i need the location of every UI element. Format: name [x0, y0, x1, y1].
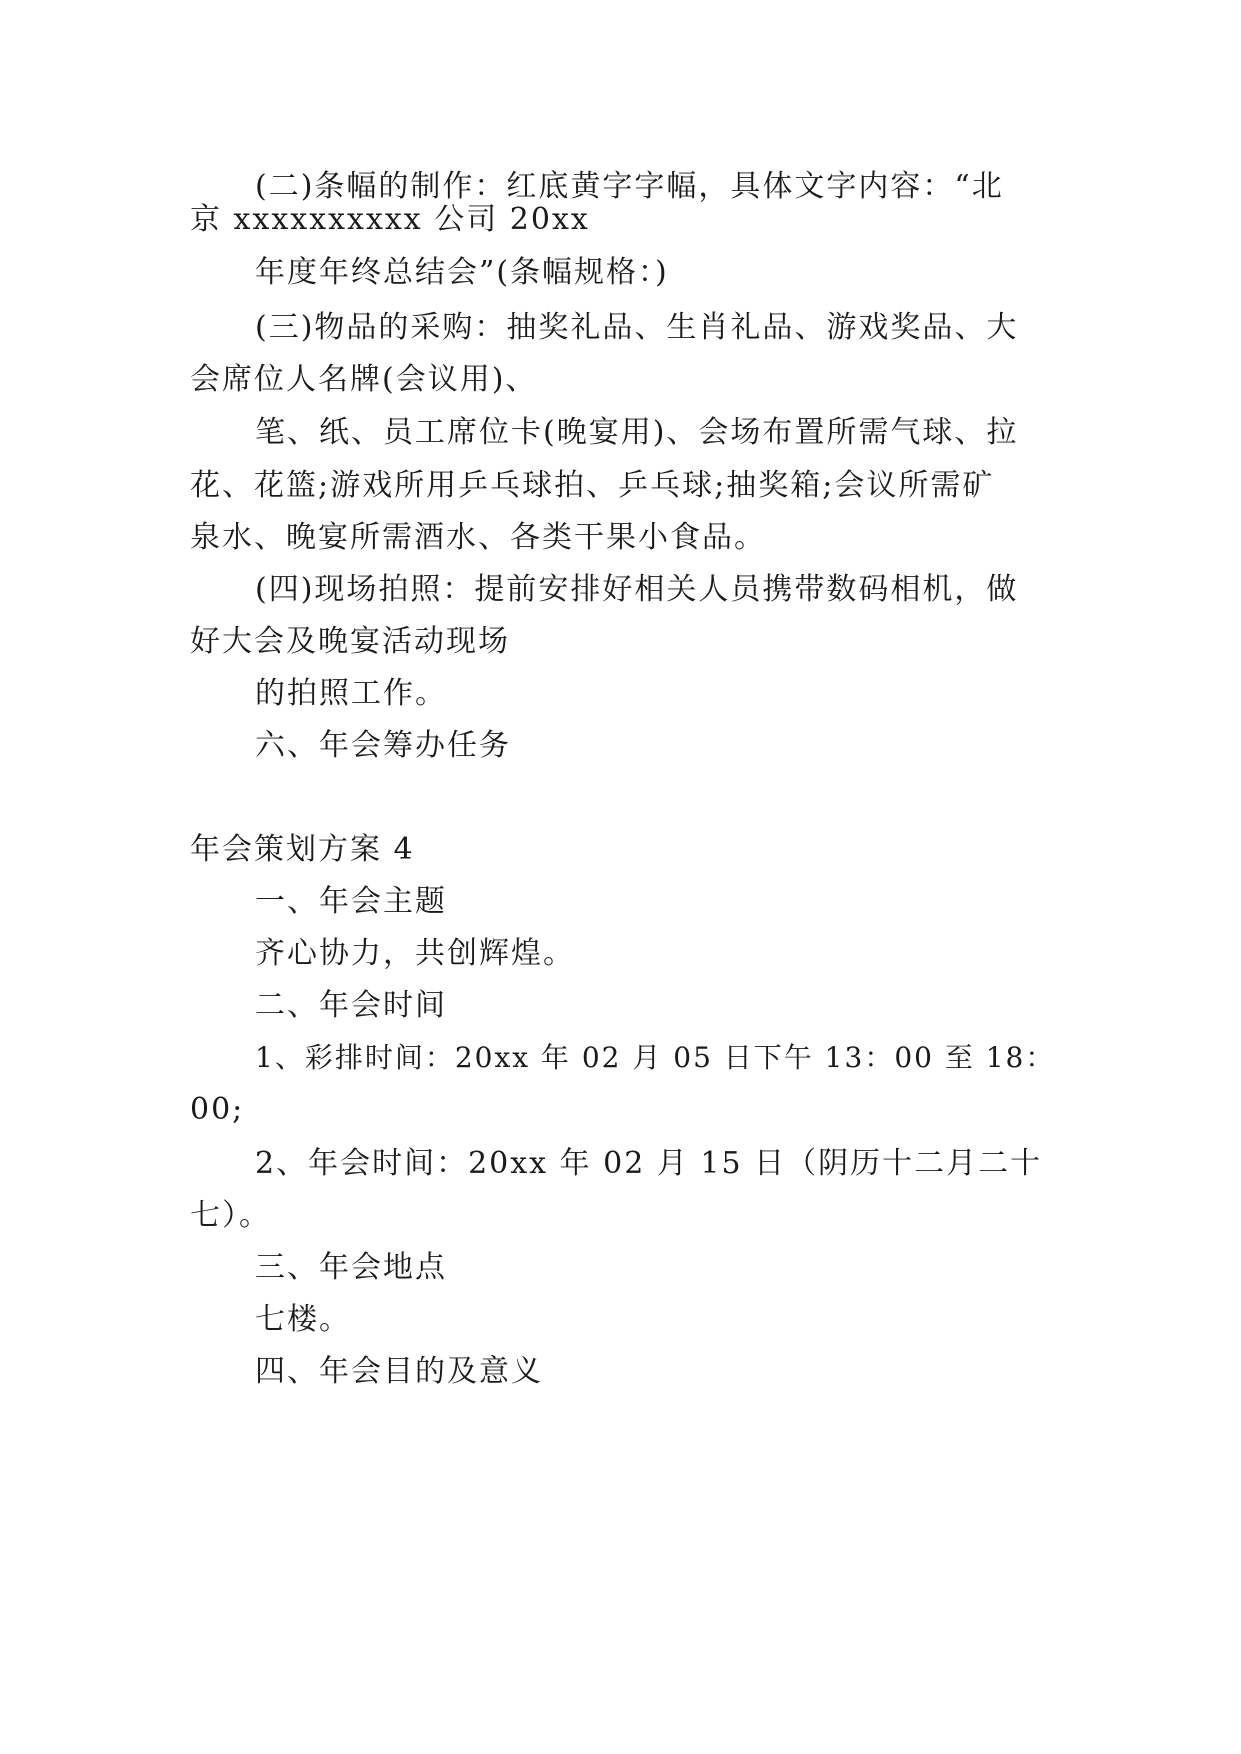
paragraph-line: 的拍照工作。: [255, 676, 447, 711]
section-heading: 一、年会主题: [255, 884, 447, 919]
paragraph-line: 京 xxxxxxxxxx 公司 20xx: [190, 202, 590, 237]
paragraph-line: 七楼。: [255, 1302, 351, 1337]
paragraph-line: (二)条幅的制作：红底黄字字幅，具体文字内容：“北: [255, 169, 1004, 204]
section-heading: 六、年会筹办任务: [255, 728, 511, 763]
paragraph-line: (三)物品的采购：抽奖礼品、生肖礼品、游戏奖品、大: [255, 310, 1019, 345]
section-heading: 三、年会地点: [255, 1250, 447, 1285]
paragraph-line: 年度年终总结会”(条幅规格：): [255, 255, 669, 290]
paragraph-line: 花、花篮;游戏所用乒乓球拍、乒乓球;抽奖箱;会议所需矿: [190, 468, 995, 503]
paragraph-line: 齐心协力，共创辉煌。: [255, 936, 575, 971]
paragraph-line: 七）。: [190, 1198, 271, 1233]
paragraph-line: (四)现场拍照：提前安排好相关人员携带数码相机，做: [255, 572, 1019, 607]
paragraph-line: 好大会及晚宴活动现场: [190, 624, 510, 659]
paragraph-line: 2、年会时间：20xx 年 02 月 15 日（阴历十二月二十: [255, 1146, 1043, 1181]
section-heading: 二、年会时间: [255, 988, 447, 1023]
paragraph-line: 泉水、晚宴所需酒水、各类干果小食品。: [190, 520, 766, 555]
paragraph-line: 笔、纸、员工席位卡(晚宴用)、会场布置所需气球、拉: [255, 415, 1019, 450]
document-title: 年会策划方案 4: [190, 832, 415, 867]
paragraph-line: 会席位人名牌(会议用)、: [190, 362, 538, 397]
paragraph-line: 1、彩排时间：20xx 年 02 月 05 日下午 13：00 至 18：: [255, 1041, 1056, 1074]
section-heading: 四、年会目的及意义: [255, 1354, 543, 1389]
paragraph-line: 00;: [190, 1092, 245, 1127]
